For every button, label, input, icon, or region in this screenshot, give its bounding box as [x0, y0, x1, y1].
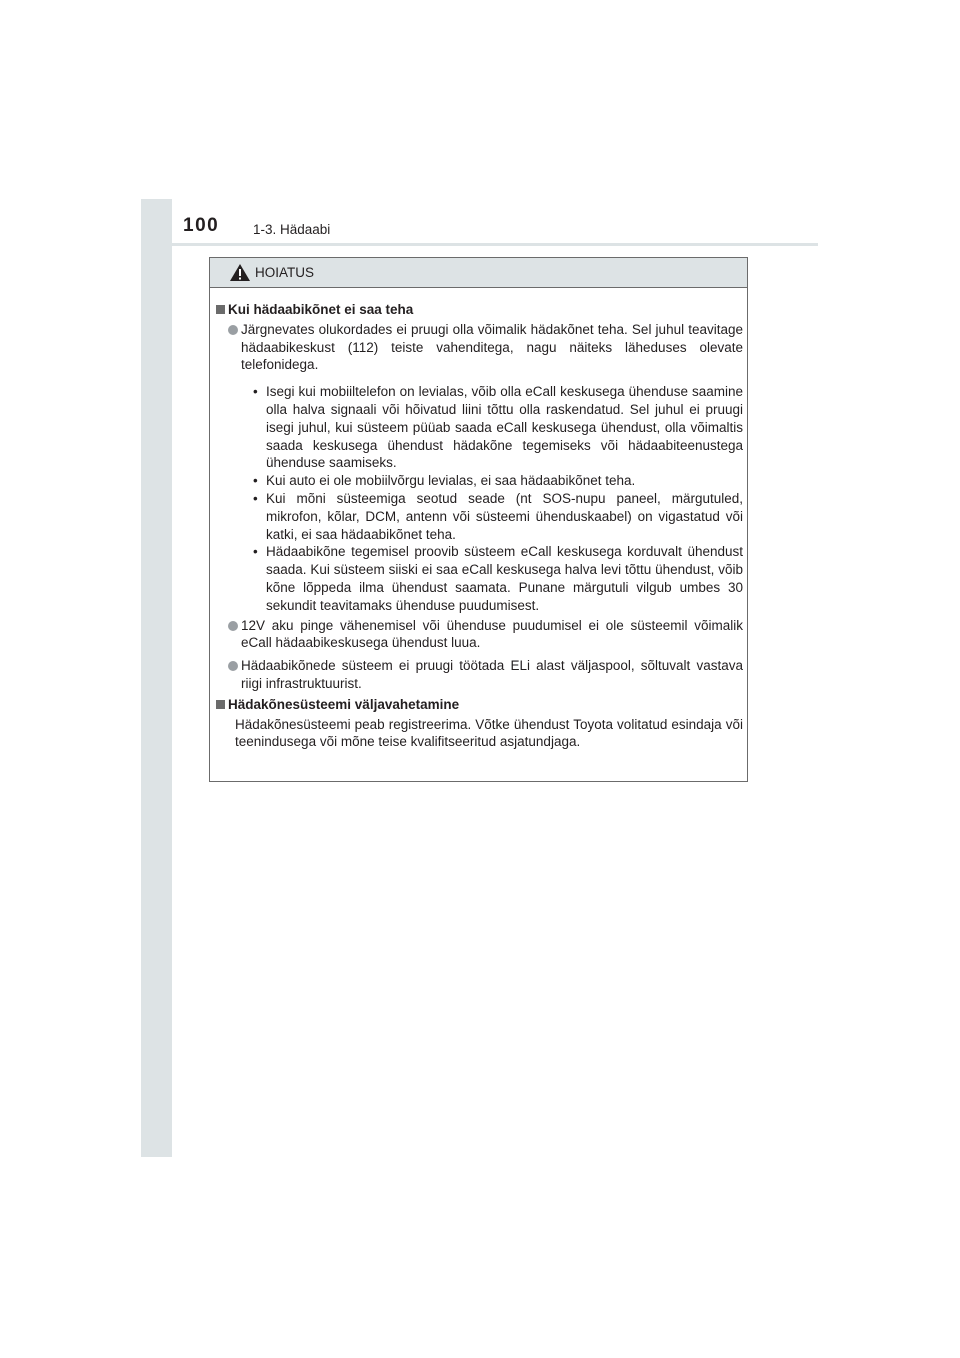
header-rule	[172, 243, 818, 246]
item-text: Hädaabikõnede süsteem ei pruugi töötada ELi alast väljaspool, sõltuvalt vastava riigi infrastruktuurist.	[241, 658, 743, 691]
item-text: 12V aku pinge vähenemisel või ühenduse puudumisel ei ole süsteemil võimalik eCall hädaabikeskusega ühendust luua.	[241, 617, 743, 651]
circle-bullet-icon	[228, 621, 238, 631]
sub-bullet-item	[253, 490, 743, 543]
section-heading-unable-to-call	[216, 301, 743, 319]
sub-bullet-item	[253, 543, 743, 614]
page-number: 100	[183, 215, 220, 236]
bullet-mark-icon: •	[253, 384, 258, 400]
item-text: Järgnevates olukordades ei pruugi olla võimalik hädakõnet teha. Sel juhul teavitage hädaabikeskust (112) teiste vahenditega, nagu näiteks läheduses olevate telefonidega.	[241, 321, 743, 373]
bullet-text: Isegi kui mobiiltelefon on levialas, võib olla eCall keskusega ühenduse saamine olla halva signaali või hõivatud liini tõttu olla raskendatud. Sel juhul ei pruugi isegi juhul, kui süsteem püüab saada eCall keskusega ühendust, olla võimaltis saada keskusega ühendust hädakõne tegemiseks või hädaabiteenustega ühenduse saamiseks.	[266, 384, 743, 471]
bullet-mark-icon: •	[253, 473, 258, 489]
sub-bullet-item	[253, 472, 743, 490]
bullet-mark-icon: •	[253, 490, 258, 506]
section-heading-replacement	[216, 696, 743, 714]
list-item	[216, 657, 743, 693]
heading-text: Hädakõnesüsteemi väljavahetamine	[228, 696, 460, 712]
replacement-text: Hädakõnesüsteemi peab registreerima. Võtke ühendust Toyota volitatud esindaja või teenindusega või mõne teise kvalifitseeritud asjatundjaga.	[235, 716, 743, 750]
sub-bullet-list	[216, 383, 743, 614]
warning-header	[210, 258, 747, 288]
warning-body	[216, 301, 743, 751]
bullet-text: Kui mõni süsteemiga seotud seade (nt SOS-nupu paneel, märgutuled, mikrofon, kõlar, DCM, antenn või süsteemi ühenduskaabel) on vigastatud või katki, ei saa hädaabikõnet teha.	[266, 490, 743, 542]
bullet-mark-icon: •	[253, 544, 258, 560]
circle-bullet-icon	[228, 661, 238, 671]
circle-bullet-icon	[228, 325, 238, 335]
warning-label: HOIATUS	[255, 265, 315, 280]
heading-text: Kui hädaabikõnet ei saa teha	[228, 302, 414, 317]
list-item	[216, 617, 743, 653]
bullet-text: Hädaabikõne tegemisel proovib süsteem eCall keskusega korduvalt ühendust saada. Kui süsteem siiski ei saa eCall keskusega halva levi tõttu ühendust, võib kõne lõppeda ilma ühendust saamata. Punane märgutuli vilgub umbes 30 sekundit teavitamaks ühenduse puudumisest.	[266, 544, 743, 613]
sidebar-band	[141, 199, 172, 1157]
section-title: 1-3. Hädaabi	[253, 222, 331, 237]
list-item	[216, 321, 743, 374]
square-bullet-icon	[216, 700, 225, 709]
square-bullet-icon	[216, 305, 225, 314]
warning-triangle-icon	[229, 263, 251, 282]
bullet-text: Kui auto ei ole mobiilvõrgu levialas, ei saa hädaabikõnet teha.	[266, 473, 636, 489]
warning-box	[209, 257, 748, 782]
sub-bullet-item	[253, 383, 743, 472]
